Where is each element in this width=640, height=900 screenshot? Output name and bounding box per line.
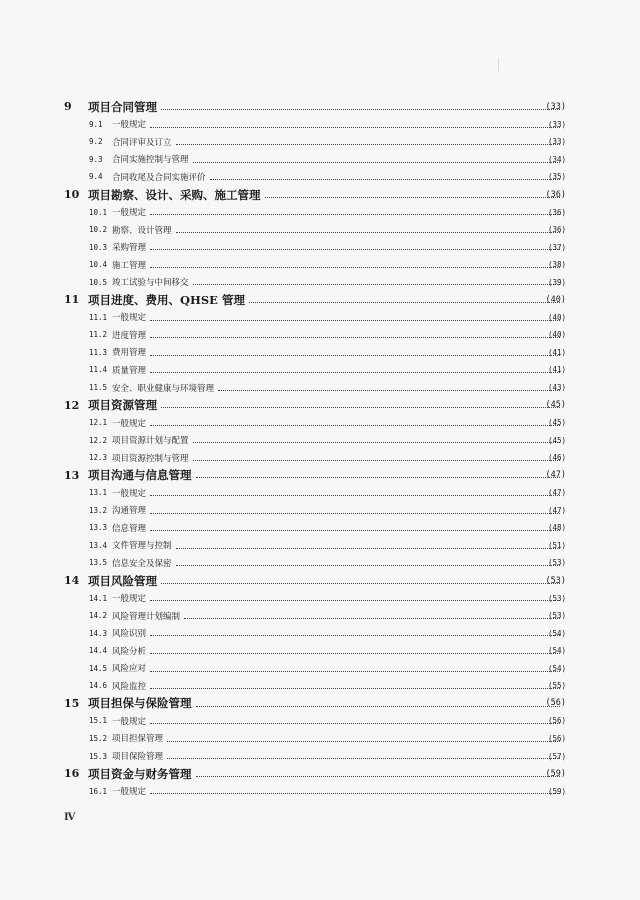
toc-entry-number: 13	[64, 468, 80, 482]
toc-entry-title: 一般规定	[112, 787, 147, 798]
toc-entry-page: (57)	[547, 751, 566, 761]
toc-entry-page: (40)	[547, 312, 566, 322]
toc-entry-number: 14.3	[89, 628, 108, 638]
toc-entry-number: 11.5	[89, 383, 108, 393]
toc-section-entry	[0, 379, 640, 397]
toc-leader-dots	[150, 214, 560, 215]
toc-entry-title: 项目合同管理	[88, 99, 157, 114]
toc-entry-page: (54)	[547, 663, 566, 673]
toc-leader-dots	[196, 776, 561, 777]
toc-entry-title: 项目担保与保险管理	[88, 696, 192, 711]
toc-leader-dots	[150, 249, 560, 250]
toc-entry-number: 10.5	[89, 277, 108, 287]
toc-leader-dots	[150, 495, 560, 496]
toc-leader-dots	[176, 565, 560, 566]
toc-entry-title: 项目担保管理	[112, 734, 164, 745]
toc-entry-number: 14.5	[89, 663, 108, 673]
toc-section-entry	[0, 449, 640, 467]
toc-chapter-entry	[0, 572, 640, 590]
toc-leader-dots	[196, 477, 561, 478]
toc-entry-page: (59)	[547, 786, 566, 796]
toc-leader-dots	[150, 127, 560, 128]
toc-entry-page: (56)	[547, 716, 566, 726]
toc-entry-page: (53)	[547, 558, 566, 568]
toc-section-entry	[0, 712, 640, 730]
toc-section-entry	[0, 133, 640, 151]
toc-entry-number: 12.3	[89, 453, 108, 463]
toc-chapter-entry	[0, 695, 640, 713]
toc-entry-number: 15.1	[89, 716, 108, 726]
toc-entry-number: 14.1	[89, 593, 108, 603]
toc-entry-title: 费用管理	[112, 348, 147, 359]
toc-leader-dots	[176, 548, 560, 549]
toc-section-entry	[0, 221, 640, 239]
toc-entry-title: 一般规定	[112, 313, 147, 324]
toc-section-entry	[0, 782, 640, 800]
toc-entry-page: (36)	[547, 207, 566, 217]
toc-entry-title: 风险识别	[112, 629, 147, 640]
toc-entry-number: 12.2	[89, 435, 108, 445]
toc-entry-number: 11.4	[89, 365, 108, 375]
toc-section-entry	[0, 660, 640, 678]
toc-entry-title: 施工管理	[112, 260, 147, 271]
toc-section-entry	[0, 256, 640, 274]
table-of-contents	[0, 98, 640, 800]
toc-entry-number: 16	[64, 767, 80, 781]
toc-section-entry	[0, 519, 640, 537]
toc-chapter-entry	[0, 765, 640, 783]
toc-entry-page: (45)	[547, 435, 566, 445]
toc-entry-title: 一般规定	[112, 488, 147, 499]
toc-entry-number: 11.3	[89, 347, 108, 357]
toc-entry-page: (33)	[547, 137, 566, 147]
toc-entry-title: 合同评审及订立	[112, 137, 172, 148]
toc-entry-title: 项目资金与财务管理	[88, 766, 192, 781]
toc-section-entry	[0, 361, 640, 379]
toc-entry-page: (53)	[547, 593, 566, 603]
toc-entry-title: 风险管理计划编制	[112, 611, 181, 622]
toc-entry-title: 文件管理与控制	[112, 541, 172, 552]
toc-section-entry	[0, 326, 640, 344]
toc-entry-title: 项目保险管理	[112, 752, 164, 762]
toc-entry-page: (40)	[547, 330, 566, 340]
toc-entry-title: 质量管理	[112, 365, 147, 376]
toc-section-entry	[0, 273, 640, 291]
toc-leader-dots	[150, 688, 560, 689]
toc-leader-dots	[150, 320, 560, 321]
toc-entry-title: 信息安全及保密	[112, 558, 172, 569]
toc-section-entry	[0, 607, 640, 625]
toc-section-entry	[0, 624, 640, 642]
toc-entry-page: (51)	[547, 540, 566, 550]
page-number-footer: Ⅳ	[64, 812, 76, 823]
toc-leader-dots	[150, 653, 560, 654]
toc-entry-page: (45)	[547, 418, 566, 428]
toc-leader-dots	[161, 109, 560, 110]
toc-entry-title: 项目资源管理	[88, 398, 157, 413]
toc-section-entry	[0, 677, 640, 695]
toc-section-entry	[0, 238, 640, 256]
toc-leader-dots	[210, 179, 560, 180]
toc-leader-dots	[150, 337, 560, 338]
toc-entry-number: 9.1	[89, 119, 103, 129]
toc-entry-page: (53)	[547, 611, 566, 621]
toc-entry-number: 10.2	[89, 225, 108, 235]
toc-section-entry	[0, 484, 640, 502]
toc-entry-page: (47)	[547, 505, 566, 515]
toc-entry-title: 进度管理	[112, 330, 147, 341]
toc-leader-dots	[167, 758, 560, 759]
toc-entry-page: (40)	[545, 294, 566, 305]
toc-entry-number: 15.2	[89, 733, 108, 743]
toc-section-entry	[0, 747, 640, 765]
toc-entry-number: 13.5	[89, 558, 108, 568]
toc-section-entry	[0, 554, 640, 572]
toc-entry-page: (41)	[547, 365, 566, 375]
toc-entry-page: (53)	[545, 575, 566, 586]
toc-chapter-entry	[0, 98, 640, 116]
toc-leader-dots	[150, 671, 560, 672]
toc-entry-title: 勘察、设计管理	[112, 225, 172, 236]
toc-entry-number: 13.4	[89, 540, 108, 550]
toc-chapter-entry	[0, 466, 640, 484]
toc-entry-number: 13.1	[89, 488, 108, 498]
toc-entry-page: (41)	[547, 347, 566, 357]
toc-entry-title: 风险应对	[112, 664, 147, 675]
toc-entry-page: (38)	[547, 260, 566, 270]
toc-section-entry	[0, 589, 640, 607]
toc-leader-dots	[150, 267, 560, 268]
toc-chapter-entry	[0, 291, 640, 309]
toc-leader-dots	[150, 793, 560, 794]
toc-entry-number: 10.4	[89, 260, 108, 270]
toc-entry-page: (55)	[547, 681, 566, 691]
toc-entry-title: 沟通管理	[112, 506, 147, 517]
toc-entry-number: 11.1	[89, 312, 108, 322]
toc-entry-page: (47)	[547, 488, 566, 498]
toc-leader-dots	[196, 706, 561, 707]
toc-entry-number: 13.2	[89, 505, 108, 515]
toc-entry-page: (34)	[547, 154, 566, 164]
toc-entry-number: 14.6	[89, 681, 108, 691]
toc-entry-title: 采购管理	[112, 243, 147, 254]
toc-entry-title: 项目进度、费用、QHSE 管理	[88, 292, 245, 307]
toc-entry-number: 10.3	[89, 242, 108, 252]
toc-entry-page: (36)	[547, 225, 566, 235]
toc-entry-number: 10.1	[89, 207, 108, 217]
toc-section-entry	[0, 414, 640, 432]
toc-entry-page: (56)	[547, 733, 566, 743]
toc-entry-title: 项目沟通与信息管理	[88, 468, 192, 483]
toc-entry-title: 一般规定	[112, 208, 147, 219]
toc-leader-dots	[161, 407, 560, 408]
toc-section-entry	[0, 730, 640, 748]
toc-entry-page: (37)	[547, 242, 566, 252]
toc-entry-number: 11	[64, 293, 80, 307]
toc-entry-number: 14.2	[89, 611, 108, 621]
toc-leader-dots	[150, 355, 560, 356]
toc-entry-number: 15.3	[89, 751, 108, 761]
toc-section-entry	[0, 537, 640, 555]
toc-entry-number: 10	[64, 188, 80, 201]
toc-entry-page: (39)	[547, 277, 566, 287]
toc-entry-page: (56)	[545, 698, 566, 709]
toc-leader-dots	[150, 635, 560, 636]
toc-section-entry	[0, 116, 640, 134]
toc-section-entry	[0, 344, 640, 362]
toc-entry-title: 项目风险管理	[88, 573, 157, 588]
toc-entry-title: 项目勘察、设计、采购、施工管理	[88, 187, 261, 202]
toc-leader-dots	[193, 162, 560, 163]
toc-entry-number: 14	[64, 574, 80, 588]
toc-entry-title: 项目资源计划与配置	[112, 436, 189, 447]
toc-entry-title: 项目资源控制与管理	[112, 453, 189, 464]
toc-entry-title: 一般规定	[112, 418, 147, 429]
toc-leader-dots	[150, 425, 560, 426]
toc-entry-number: 13.3	[89, 523, 108, 533]
toc-leader-dots	[176, 232, 560, 233]
toc-entry-title: 风险监控	[112, 681, 147, 692]
toc-entry-number: 14.4	[89, 646, 108, 656]
toc-entry-number: 9.2	[89, 137, 103, 147]
toc-section-entry	[0, 151, 640, 169]
toc-entry-number: 9	[64, 100, 72, 114]
toc-leader-dots	[193, 442, 560, 443]
toc-entry-page: (54)	[547, 646, 566, 656]
toc-entry-title: 合同实施控制与管理	[112, 155, 189, 166]
toc-section-entry	[0, 203, 640, 221]
toc-leader-dots	[150, 723, 560, 724]
toc-leader-dots	[249, 302, 560, 303]
toc-entry-title: 一般规定	[112, 594, 147, 605]
toc-entry-title: 一般规定	[112, 120, 147, 131]
toc-entry-title: 竣工试验与中间移交	[112, 278, 189, 289]
toc-chapter-entry	[0, 396, 640, 414]
toc-entry-number: 12.1	[89, 418, 108, 428]
toc-entry-page: (36)	[545, 189, 566, 200]
toc-entry-page: (33)	[547, 119, 566, 129]
toc-leader-dots	[193, 284, 560, 285]
toc-entry-page: (48)	[547, 523, 566, 533]
toc-leader-dots	[167, 741, 560, 742]
toc-entry-number: 15	[64, 696, 80, 710]
toc-section-entry	[0, 642, 640, 660]
toc-entry-title: 风险分析	[112, 646, 147, 657]
toc-leader-dots	[218, 390, 560, 391]
toc-leader-dots	[184, 618, 560, 619]
toc-chapter-entry	[0, 186, 640, 204]
toc-entry-number: 9.3	[89, 154, 103, 164]
toc-entry-page: (47)	[545, 470, 566, 481]
toc-leader-dots	[265, 197, 561, 198]
toc-entry-page: (59)	[545, 768, 566, 779]
scan-artifact	[498, 58, 499, 72]
toc-entry-page: (35)	[547, 172, 566, 182]
toc-entry-title: 信息管理	[112, 523, 147, 534]
toc-leader-dots	[150, 372, 560, 373]
toc-entry-number: 12	[64, 398, 80, 412]
toc-leader-dots	[161, 583, 560, 584]
toc-section-entry	[0, 168, 640, 186]
toc-entry-page: (46)	[547, 453, 566, 463]
toc-entry-title: 一般规定	[112, 716, 147, 727]
toc-entry-number: 16.1	[89, 786, 108, 796]
toc-leader-dots	[150, 513, 560, 514]
toc-section-entry	[0, 502, 640, 520]
toc-entry-page: (45)	[545, 400, 566, 411]
toc-leader-dots	[150, 530, 560, 531]
toc-entry-page: (43)	[547, 383, 566, 393]
toc-section-entry	[0, 309, 640, 327]
toc-entry-title: 安全、职业健康与环境管理	[112, 383, 215, 394]
toc-entry-number: 11.2	[89, 330, 108, 340]
toc-leader-dots	[176, 144, 560, 145]
toc-entry-page: (33)	[545, 101, 566, 112]
toc-section-entry	[0, 431, 640, 449]
toc-entry-number: 9.4	[89, 172, 103, 182]
toc-leader-dots	[150, 600, 560, 601]
toc-leader-dots	[193, 460, 560, 461]
toc-entry-page: (54)	[547, 628, 566, 638]
toc-entry-title: 合同收尾及合同实施评价	[112, 172, 206, 183]
